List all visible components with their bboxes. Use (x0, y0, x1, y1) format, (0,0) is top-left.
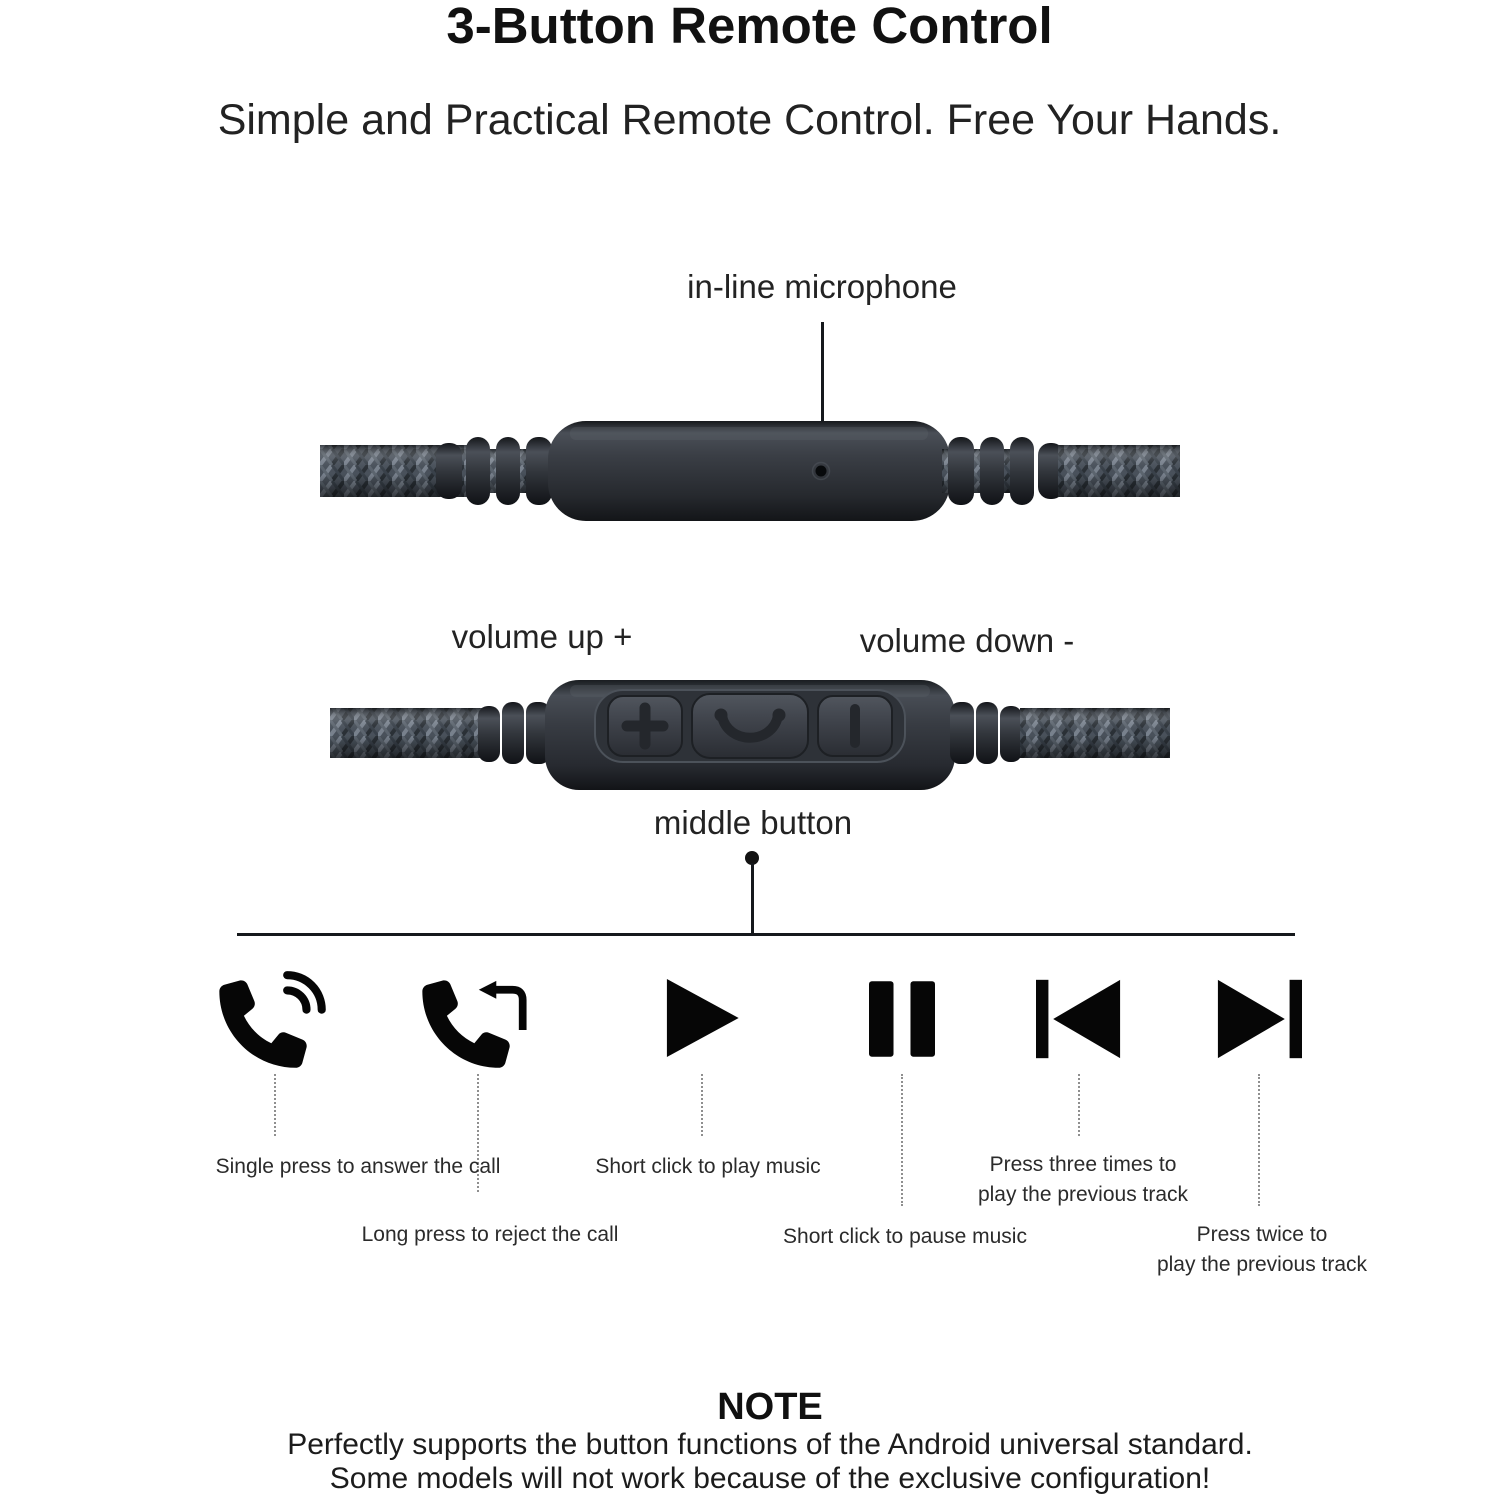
middle-phone-button (692, 694, 808, 758)
note-line-2: Some models will not work because of the exclusive configuration! (329, 1462, 1211, 1495)
volume-up-label: volume up + (451, 618, 633, 655)
previous-track-caption: Press three times to play the previous track (977, 1153, 1189, 1206)
minus-bar-glyph (850, 704, 860, 748)
middle-button-label: middle button (653, 804, 853, 841)
answer-call-icon (215, 965, 335, 1069)
page-subtitle: Simple and Practical Remote Control. Free Your Hands. (217, 96, 1282, 144)
previous-track-connector (1078, 1074, 1080, 1136)
callout-stem-line (751, 863, 754, 935)
reject-call-caption: Long press to reject the call (361, 1223, 619, 1246)
note-heading: NOTE (717, 1386, 823, 1428)
remote-back-view (320, 417, 1180, 534)
pause-icon (869, 980, 935, 1058)
volume-up-button (608, 696, 682, 756)
pause-connector (901, 1074, 903, 1206)
function-branch-line (237, 933, 1295, 936)
right-strain-relief (942, 437, 1064, 505)
play-connector (701, 1074, 703, 1136)
remote-front-view (330, 672, 1170, 799)
play-icon (663, 976, 741, 1060)
play-caption: Short click to play music (595, 1155, 821, 1178)
left-cable (330, 708, 490, 758)
pause-caption: Short click to pause music (783, 1225, 1027, 1248)
answer-call-connector (274, 1074, 276, 1136)
next-track-icon (1216, 978, 1302, 1060)
answer-call-caption: Single press to answer the call (215, 1155, 501, 1178)
right-cable (1058, 445, 1180, 497)
next-track-caption: Press twice to play the previous track (1156, 1223, 1368, 1276)
note-line-1: Perfectly supports the button functions of the Android universal standard. (287, 1428, 1253, 1461)
volume-down-button (818, 696, 892, 756)
right-strain-relief (950, 702, 1022, 764)
page-title: 3-Button Remote Control (446, 0, 1053, 54)
remote-body-back (548, 421, 950, 521)
left-strain-relief (436, 437, 558, 505)
left-strain-relief (478, 702, 550, 764)
right-cable (1020, 708, 1170, 758)
volume-down-label: volume down - (859, 622, 1075, 659)
previous-track-icon (1036, 978, 1122, 1060)
next-track-connector (1258, 1074, 1260, 1206)
reject-call-icon (418, 965, 538, 1069)
mic-label: in-line microphone (687, 268, 957, 305)
